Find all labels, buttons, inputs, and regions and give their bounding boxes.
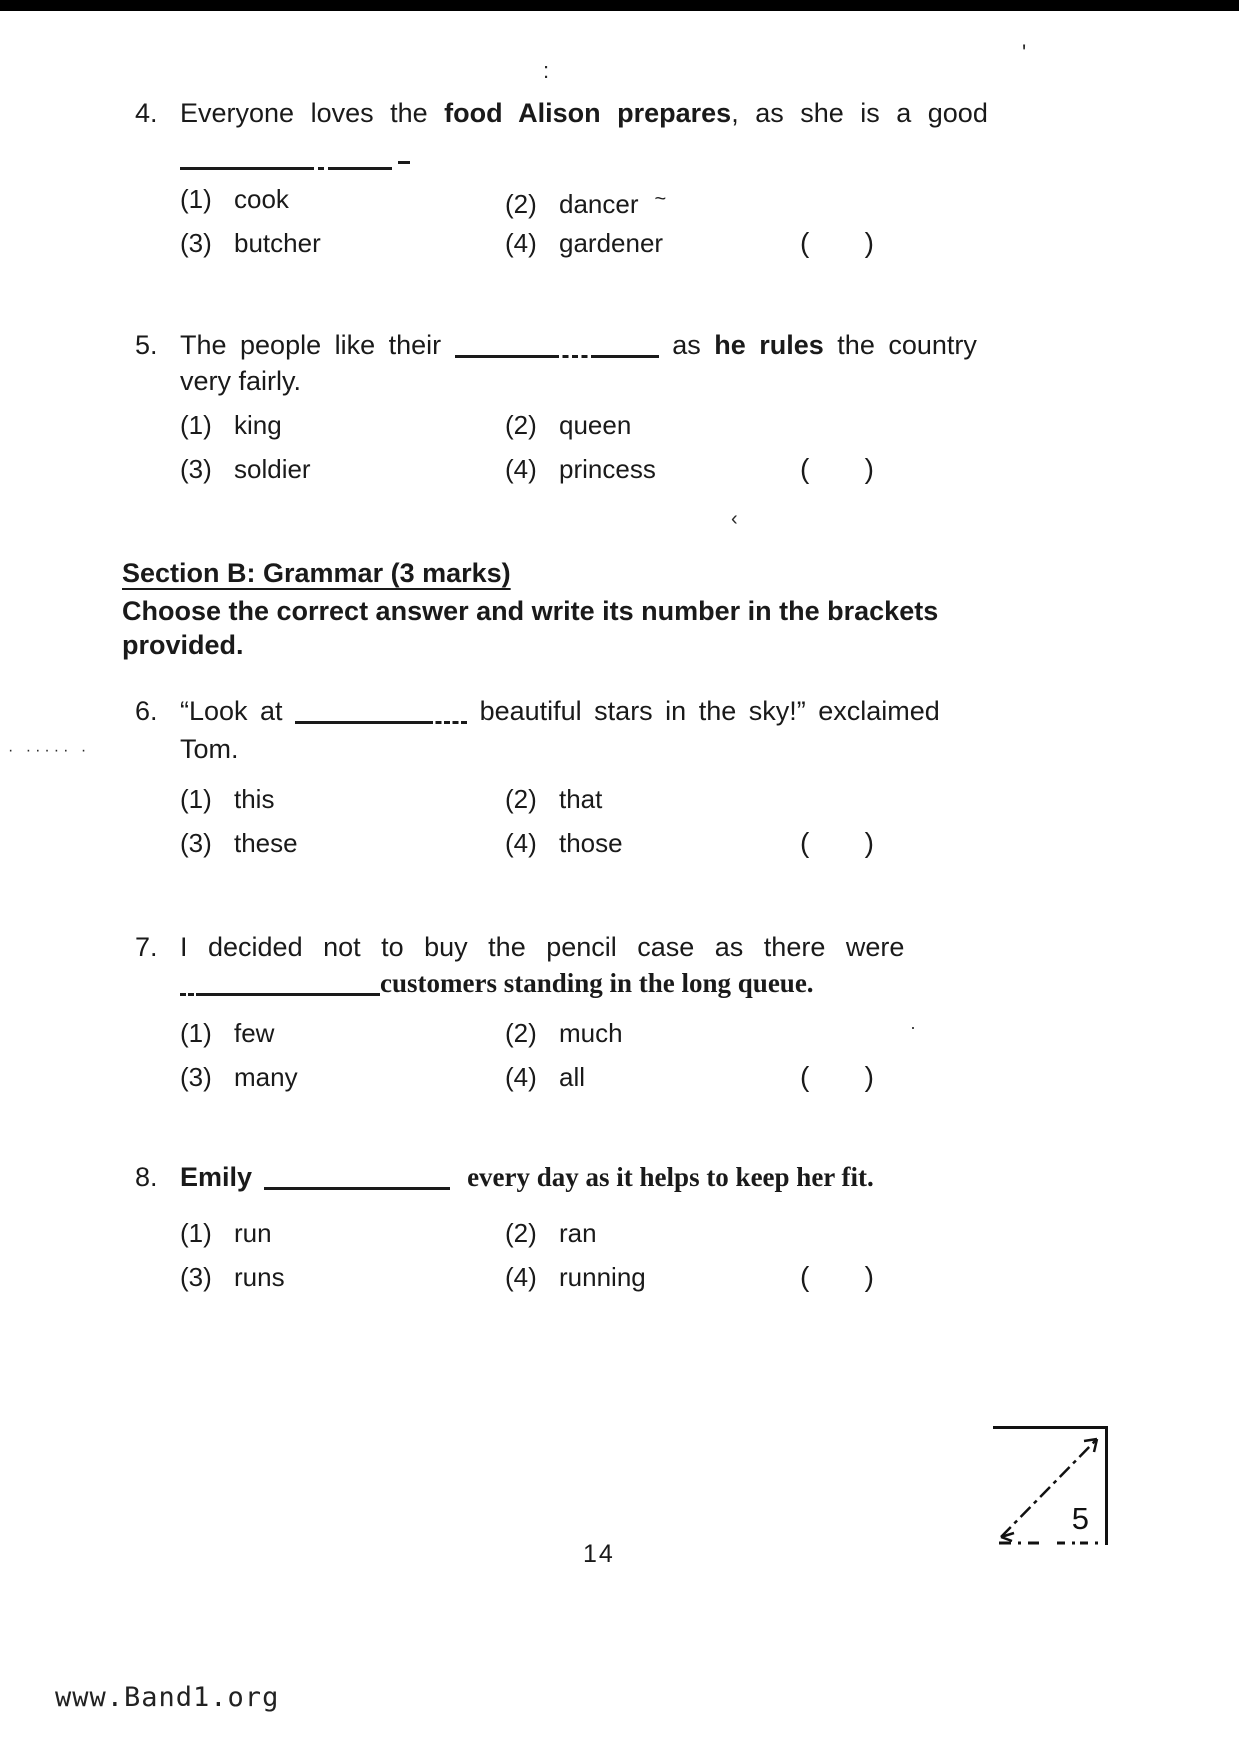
scan-speck-tilde: ~ xyxy=(654,188,667,210)
bracket-close: ) xyxy=(864,453,874,484)
bold-phrase: he rules xyxy=(714,330,824,360)
bracket-open: ( xyxy=(800,1061,810,1092)
question-text: I decided not to buy the pencil case as there were xyxy=(180,932,905,962)
option-label: butcher xyxy=(234,228,321,258)
bold-phrase: every day as it helps to keep her fit. xyxy=(467,1162,874,1192)
section-instructions-line1: Choose the correct answer and write its number in the brackets xyxy=(122,596,939,626)
answer-brackets xyxy=(800,228,874,258)
question-text xyxy=(180,1162,874,1192)
option-number: (1) xyxy=(180,1018,212,1048)
section-instructions-line2: provided. xyxy=(122,630,244,660)
answer-brackets xyxy=(800,1062,874,1092)
option-number: (1) xyxy=(180,184,212,214)
option-label: soldier xyxy=(234,454,311,484)
option-number: (4) xyxy=(505,454,537,484)
option-label: run xyxy=(234,1218,272,1248)
option-number: (4) xyxy=(505,228,537,258)
bold-phrase: customers standing in the long queue. xyxy=(380,968,814,998)
options-row xyxy=(180,1018,960,1050)
options-row xyxy=(180,1062,960,1094)
answer-blank xyxy=(180,142,410,172)
options-row xyxy=(180,410,960,442)
option-2 xyxy=(505,184,666,219)
question-text: Everyone loves the food Alison prepares, as she is a good xyxy=(180,98,988,128)
option-number: (2) xyxy=(505,410,537,440)
option-1 xyxy=(180,410,282,440)
section-heading: Section B: Grammar (3 marks) xyxy=(122,558,511,588)
option-number: (1) xyxy=(180,410,212,440)
bold-phrase: Emily xyxy=(180,1162,253,1192)
option-label: this xyxy=(234,784,275,814)
option-number: (2) xyxy=(505,189,537,219)
option-2 xyxy=(505,410,631,440)
option-3 xyxy=(180,1262,285,1292)
option-label: king xyxy=(234,410,282,440)
question-number: 5. xyxy=(135,330,158,360)
option-4 xyxy=(505,454,656,484)
scan-speck-margin-dots: · ····· · xyxy=(8,742,91,759)
option-2 xyxy=(505,784,602,814)
option-label: all xyxy=(559,1062,586,1092)
bracket-open: ( xyxy=(800,1261,810,1292)
bold-phrase: food Alison prepares xyxy=(444,98,732,128)
option-label: these xyxy=(234,828,298,858)
bracket-open: ( xyxy=(800,227,810,258)
scan-speck-dot: · xyxy=(910,1017,916,1037)
option-label: ran xyxy=(559,1218,597,1248)
option-label: those xyxy=(559,828,623,858)
option-label: many xyxy=(234,1062,298,1092)
option-2 xyxy=(505,1218,597,1248)
option-number: (3) xyxy=(180,228,212,258)
option-label: cook xyxy=(234,184,289,214)
option-label: queen xyxy=(559,410,632,440)
option-label: running xyxy=(559,1262,646,1292)
option-3 xyxy=(180,1062,298,1092)
question-number: 6. xyxy=(135,696,158,726)
option-number: (3) xyxy=(180,1262,212,1292)
answer-brackets xyxy=(800,454,874,484)
option-label: princess xyxy=(559,454,656,484)
option-2 xyxy=(505,1018,623,1048)
scan-speck-angle: ‹ xyxy=(731,508,738,530)
options-row xyxy=(180,228,960,260)
option-1 xyxy=(180,1018,274,1048)
scan-speck-apostrophe: ' xyxy=(1022,40,1027,65)
option-label: dancer xyxy=(559,189,639,219)
question-text-line2: Tom. xyxy=(180,734,239,764)
question-number: 7. xyxy=(135,932,158,962)
option-number: (2) xyxy=(505,784,537,814)
options-row xyxy=(180,1218,960,1250)
section-b xyxy=(122,558,1022,660)
option-1 xyxy=(180,784,274,814)
question-text-line2 xyxy=(180,968,814,998)
page-number: 14 xyxy=(583,1540,615,1568)
bracket-close: ) xyxy=(864,827,874,858)
option-number: (2) xyxy=(505,1018,537,1048)
option-3 xyxy=(180,828,298,858)
option-number: (2) xyxy=(505,1218,537,1248)
option-4 xyxy=(505,828,623,858)
bracket-close: ) xyxy=(864,227,874,258)
options-row xyxy=(180,454,960,486)
question-text-line2: very fairly. xyxy=(180,366,302,396)
options-row xyxy=(180,1262,960,1294)
question-number: 4. xyxy=(135,98,158,128)
option-label: few xyxy=(234,1018,275,1048)
option-number: (1) xyxy=(180,1218,212,1248)
option-1 xyxy=(180,1218,272,1248)
option-label: gardener xyxy=(559,228,664,258)
option-number: (4) xyxy=(505,828,537,858)
question-text: The people like their as he rules the country xyxy=(180,330,977,360)
corner-score-box xyxy=(993,1426,1108,1545)
options-row xyxy=(180,828,960,860)
option-3 xyxy=(180,228,321,258)
answer-brackets xyxy=(800,828,874,858)
option-4 xyxy=(505,228,663,258)
option-number: (4) xyxy=(505,1262,537,1292)
option-number: (1) xyxy=(180,784,212,814)
scan-artifact-top-bar xyxy=(0,0,1239,11)
footer-url: www.Band1.org xyxy=(55,1682,280,1713)
option-3 xyxy=(180,454,311,484)
bracket-close: ) xyxy=(864,1261,874,1292)
option-label: much xyxy=(559,1018,623,1048)
corner-score-value: 5 xyxy=(1071,1501,1089,1536)
option-number: (3) xyxy=(180,1062,212,1092)
option-1 xyxy=(180,184,289,214)
scan-speck-colon: : xyxy=(543,58,550,83)
option-label: runs xyxy=(234,1262,285,1292)
question-text: “Look at beautiful stars in the sky!” exclaimed xyxy=(180,696,940,726)
options-row xyxy=(180,184,960,219)
option-number: (3) xyxy=(180,454,212,484)
option-4 xyxy=(505,1262,646,1292)
option-4 xyxy=(505,1062,585,1092)
option-number: (3) xyxy=(180,828,212,858)
bracket-open: ( xyxy=(800,453,810,484)
answer-brackets xyxy=(800,1262,874,1292)
option-number: (4) xyxy=(505,1062,537,1092)
options-row xyxy=(180,784,960,816)
option-label: that xyxy=(559,784,603,814)
bracket-open: ( xyxy=(800,827,810,858)
bracket-close: ) xyxy=(864,1061,874,1092)
question-number: 8. xyxy=(135,1162,158,1192)
